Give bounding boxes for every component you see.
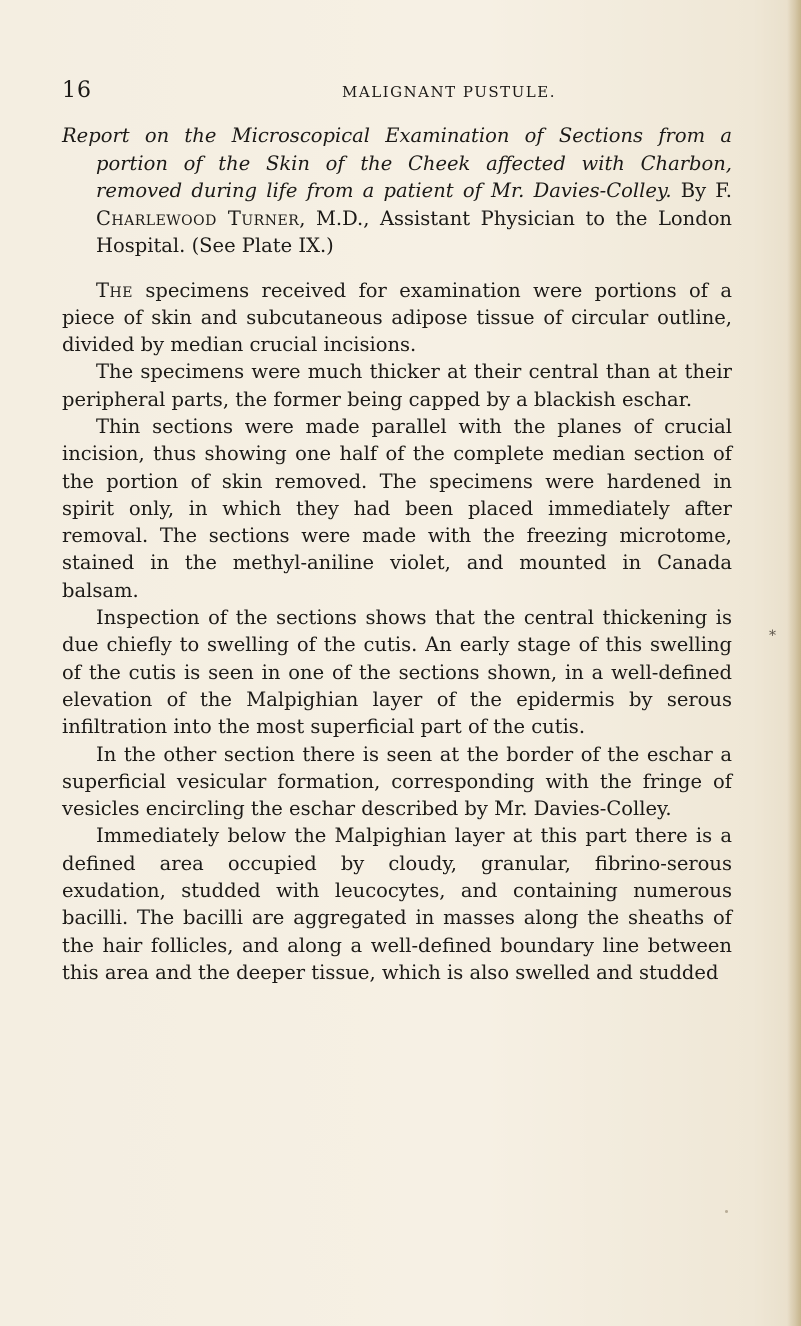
report-author-details: , M.D., Assistant Physician to the London Hospital. (See Plate IX.) xyxy=(96,206,732,257)
paragraph-specimens-thicker: The specimens were much thicker at their central than at their peripheral parts, the former being capped by a blackish eschar. xyxy=(62,360,732,411)
page-edge-shadow xyxy=(787,0,801,1326)
page-body xyxy=(62,122,732,986)
page-header xyxy=(62,78,732,104)
paragraph-inspection: Inspection of the sections shows that the central thickening is due chiefly to swelling of the cutis. An early stage of this swelling of the cutis is seen in one of the sections shown, in a well-defined elevation of the Malpighian layer of the epidermis by serous infiltration into the most superficial part of the cutis. xyxy=(62,606,732,739)
report-by-prefix: By F. xyxy=(671,179,732,202)
report-author-name: Charlewood Turner xyxy=(96,206,300,230)
paragraph-specimens-received xyxy=(62,277,732,359)
paragraph-text: specimens received for examination were portions of a piece of skin and subcutaneous adipose tissue of circular outline, divided by median crucial incisions. xyxy=(62,278,732,357)
paragraph-lead-word: The xyxy=(96,278,133,302)
paragraph-other-section: In the other section there is seen at the border of the eschar a superficial vesicular formation, corresponding with the fringe of vesicles encircling the eschar described by Mr. Davies-Colley. xyxy=(62,742,732,821)
margin-mark: * xyxy=(769,628,776,644)
running-title: MALIGNANT PUSTULE. xyxy=(342,83,556,101)
page-number: 16 xyxy=(62,78,92,103)
paragraph-thin-sections: Thin sections were made parallel with the planes of crucial incision, thus showing one half of the complete median section of the portion of skin removed. The specimens were hardened in spirit only, in which they had been placed immediately after removal. The sections were made with the freezing microtome, stained in the methyl-aniline violet, and mounted in Canada balsam. xyxy=(62,414,732,602)
report-heading xyxy=(62,122,732,260)
report-title-italic: Report on the Microscopical Examination of Sections from a portion of the Skin of the Cheek affected with Charbon, removed during life from a patient of Mr. Davies-Colley. xyxy=(62,124,732,202)
paragraph-malpighian-layer: Immediately below the Malpighian layer at this part there is a defined area occupied by cloudy, granular, fibrino-serous exudation, studded with leucocytes, and containing numerous bacilli. The bacilli are aggregated in masses along the sheaths of the hair follicles, and along a well-defined boundary line between this area and the deeper tissue, which is also swelled and studded xyxy=(62,824,732,984)
paper-speck xyxy=(725,1210,728,1213)
